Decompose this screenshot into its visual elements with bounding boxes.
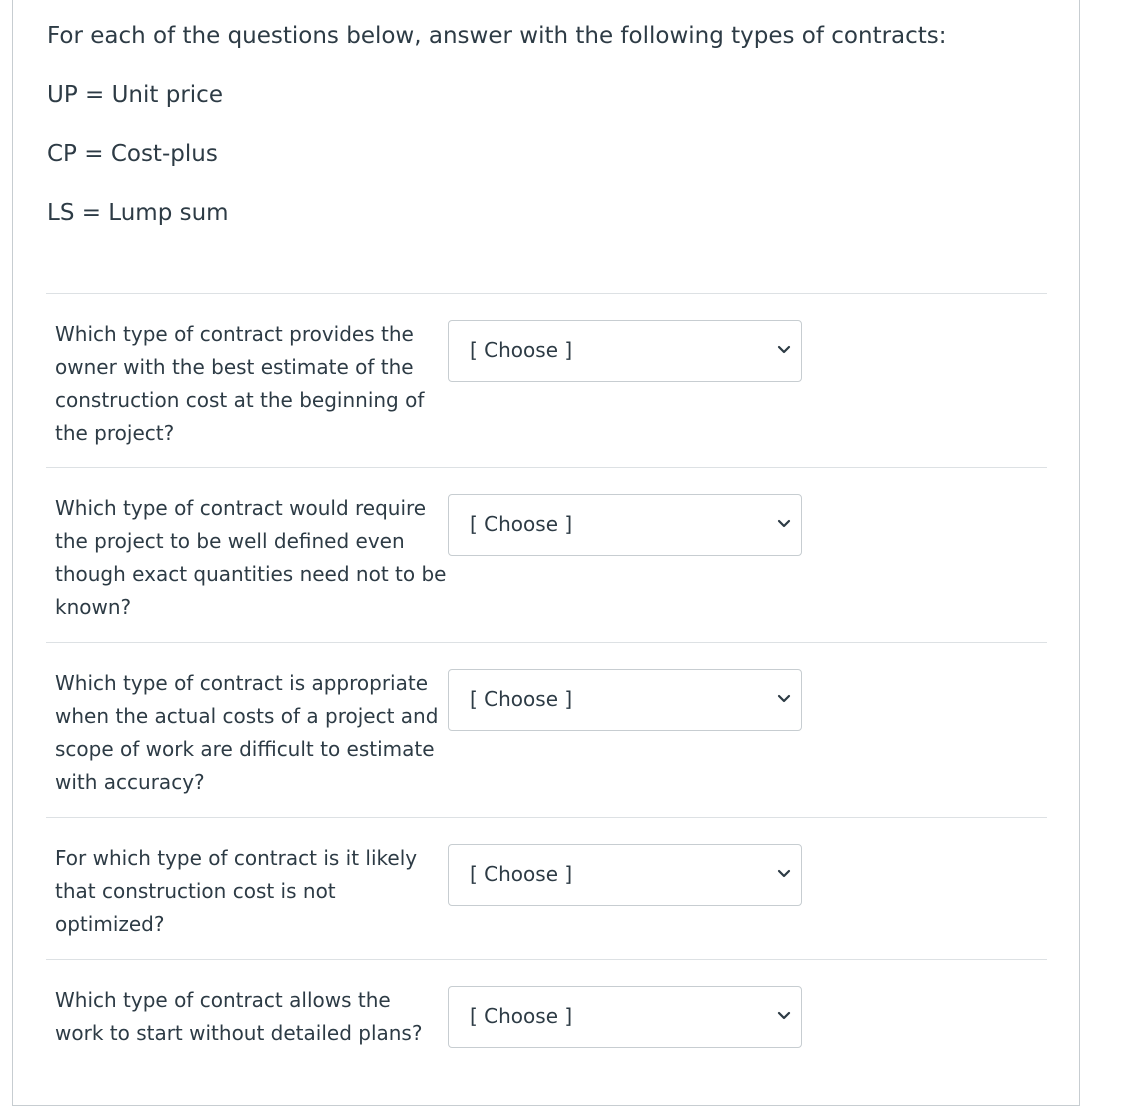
answer-select-4[interactable] <box>448 844 802 906</box>
question-text-line: scope of work are difficult to estimate <box>55 737 435 761</box>
question-4-text <box>55 842 455 941</box>
question-text-line: construction cost at the beginning of <box>55 388 425 412</box>
question-text-line: though exact quantities need not to be <box>55 562 447 586</box>
instruction-text: For each of the questions below, answer with the following types of contracts: <box>47 23 947 49</box>
chevron-down-icon <box>777 519 791 529</box>
question-text-line: Which type of contract is appropriate <box>55 671 429 695</box>
question-text-line: optimized? <box>55 912 165 936</box>
question-text-line: For which type of contract is it likely <box>55 846 418 870</box>
question-text-line: Which type of contract allows the <box>55 988 391 1012</box>
question-5-text <box>55 984 455 1050</box>
select-value: [ Choose ] <box>470 512 573 536</box>
question-text-line: with accuracy? <box>55 770 205 794</box>
definition-ls: LS = Lump sum <box>47 200 229 226</box>
definition-up: UP = Unit price <box>47 82 223 108</box>
chevron-down-icon <box>777 1011 791 1021</box>
question-text-line: Which type of contract provides the <box>55 322 414 346</box>
divider <box>46 817 1047 818</box>
select-value: [ Choose ] <box>470 687 573 711</box>
divider <box>46 293 1047 294</box>
question-1-text <box>55 318 455 450</box>
answer-select-5[interactable] <box>448 986 802 1048</box>
question-text-line: the project to be well defined even <box>55 529 405 553</box>
question-text-line: work to start without detailed plans? <box>55 1021 423 1045</box>
question-3-text <box>55 667 455 799</box>
question-2-text <box>55 492 455 624</box>
select-value: [ Choose ] <box>470 862 573 886</box>
question-text-line: when the actual costs of a project and <box>55 704 439 728</box>
question-text-line: the project? <box>55 421 175 445</box>
divider <box>46 642 1047 643</box>
select-value: [ Choose ] <box>470 1004 573 1028</box>
question-text-line: owner with the best estimate of the <box>55 355 414 379</box>
divider <box>46 959 1047 960</box>
question-text-line: known? <box>55 595 132 619</box>
answer-select-2[interactable] <box>448 494 802 556</box>
divider <box>46 467 1047 468</box>
question-text-line: Which type of contract would require <box>55 496 427 520</box>
answer-select-1[interactable] <box>448 320 802 382</box>
question-text-line: that construction cost is not <box>55 879 336 903</box>
chevron-down-icon <box>777 694 791 704</box>
definition-cp: CP = Cost-plus <box>47 141 218 167</box>
select-value: [ Choose ] <box>470 338 573 362</box>
chevron-down-icon <box>777 345 791 355</box>
answer-select-3[interactable] <box>448 669 802 731</box>
chevron-down-icon <box>777 869 791 879</box>
